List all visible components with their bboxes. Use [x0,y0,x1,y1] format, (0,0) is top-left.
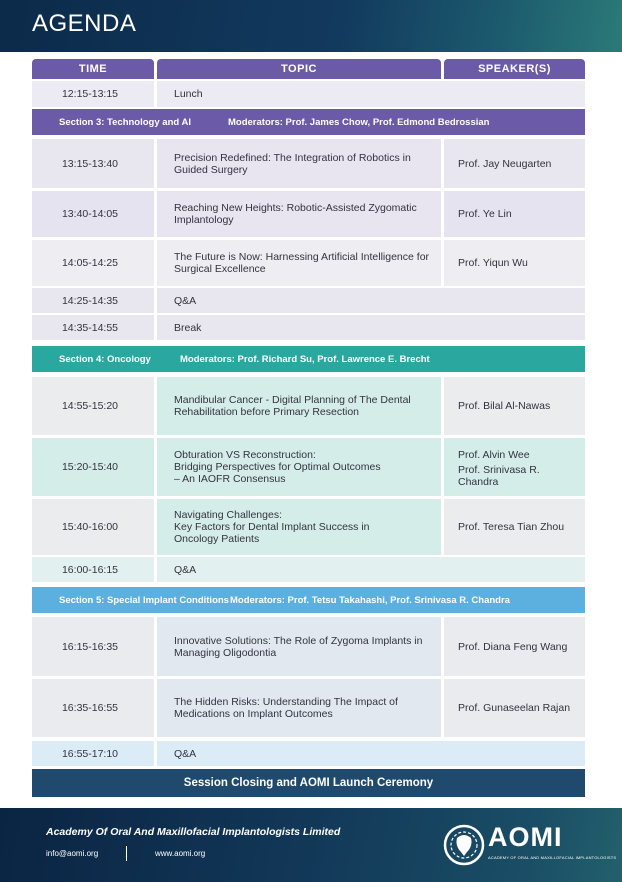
table-row-topic: Reaching New Heights: Robotic-Assisted Zygomatic Implantology [157,191,441,237]
topic-line: Obturation VS Reconstruction: [174,449,316,461]
page-title: AGENDA [32,10,137,37]
table-row-speaker: Prof. Diana Feng Wang [444,617,585,676]
table-row-speaker: Prof. Teresa Tian Zhou [444,499,585,555]
page-footer [0,808,622,882]
table-row-time: 13:15-13:40 [32,139,154,188]
org-name: Academy Of Oral And Maxillofacial Implantologists Limited [46,826,341,838]
speaker-name: Prof. Srinivasa R. Chandra [458,464,540,488]
break-time: 14:35-14:55 [32,315,154,340]
qa-time: 16:00-16:15 [32,557,154,582]
section-title: Section 3: Technology and AI [59,116,191,128]
column-header-time: TIME [32,59,154,79]
table-row-time: 15:40-16:00 [32,499,154,555]
lunch-topic: Lunch [157,81,585,107]
table-row-topic [157,499,441,555]
table-row-time: 16:15-16:35 [32,617,154,676]
qa-time: 14:25-14:35 [32,288,154,313]
table-row-time: 15:20-15:40 [32,438,154,496]
speaker-name: Prof. Alvin Wee [458,449,530,461]
table-row-time: 14:05-14:25 [32,240,154,286]
table-row-topic: The Future is Now: Harnessing Artificial Intelligence for Surgical Excellence [157,240,441,286]
footer-divider [126,846,127,861]
logo-wordmark: AOMI [488,822,563,852]
section-5-header [32,587,585,613]
section-moderators: Moderators: Prof. James Chow, Prof. Edmond Bedrossian [228,116,490,128]
topic-line: Bridging Perspectives for Optimal Outcomes [174,461,381,473]
topic-line: Navigating Challenges: [174,509,282,521]
page-header [0,0,622,52]
website-link[interactable]: www.aomi.org [155,849,206,858]
lunch-time: 12:15-13:15 [32,81,154,107]
section-3-header [32,109,585,135]
table-row-time: 14:55-15:20 [32,377,154,435]
section-moderators: Moderators: Prof. Richard Su, Prof. Lawrence E. Brecht [180,353,430,365]
qa-topic: Q&A [157,288,585,313]
table-row-speaker [444,438,585,496]
table-row-time: 13:40-14:05 [32,191,154,237]
table-row-time: 16:35-16:55 [32,679,154,737]
qa-topic: Q&A [157,741,585,766]
qa-time: 16:55-17:10 [32,741,154,766]
table-row-speaker: Prof. Gunaseelan Rajan [444,679,585,737]
topic-line: Key Factors for Dental Implant Success in [174,521,370,533]
topic-line: – An IAOFR Consensus [174,473,286,485]
section-4-header [32,346,585,372]
table-row-speaker: Prof. Jay Neugarten [444,139,585,188]
table-row-speaker: Prof. Ye Lin [444,191,585,237]
table-row-topic: Precision Redefined: The Integration of Robotics in Guided Surgery [157,139,441,188]
column-header-topic: TOPIC [157,59,441,79]
closing-ceremony-bar: Session Closing and AOMI Launch Ceremony [32,769,585,797]
table-row-topic: The Hidden Risks: Understanding The Impact of Medications on Implant Outcomes [157,679,441,737]
table-row-topic: Innovative Solutions: The Role of Zygoma Implants in Managing Oligodontia [157,617,441,676]
section-moderators: Moderators: Prof. Tetsu Takahashi, Prof. Srinivasa R. Chandra [230,594,510,606]
qa-topic: Q&A [157,557,585,582]
section-title: Section 5: Special Implant Conditions [59,594,229,606]
logo-subtitle: ACADEMY OF ORAL AND MAXILLOFACIAL IMPLANTOLOGISTS [488,855,617,860]
table-row-topic [157,438,441,496]
break-topic: Break [157,315,585,340]
section-title: Section 4: Oncology [59,353,151,365]
topic-line: Oncology Patients [174,533,260,545]
email-link[interactable]: info@aomi.org [46,849,99,858]
table-row-topic: Mandibular Cancer - Digital Planning of The Dental Rehabilitation before Primary Resection [157,377,441,435]
column-header-speaker: SPEAKER(S) [444,59,585,79]
table-row-speaker: Prof. Bilal Al-Nawas [444,377,585,435]
table-row-speaker: Prof. Yiqun Wu [444,240,585,286]
